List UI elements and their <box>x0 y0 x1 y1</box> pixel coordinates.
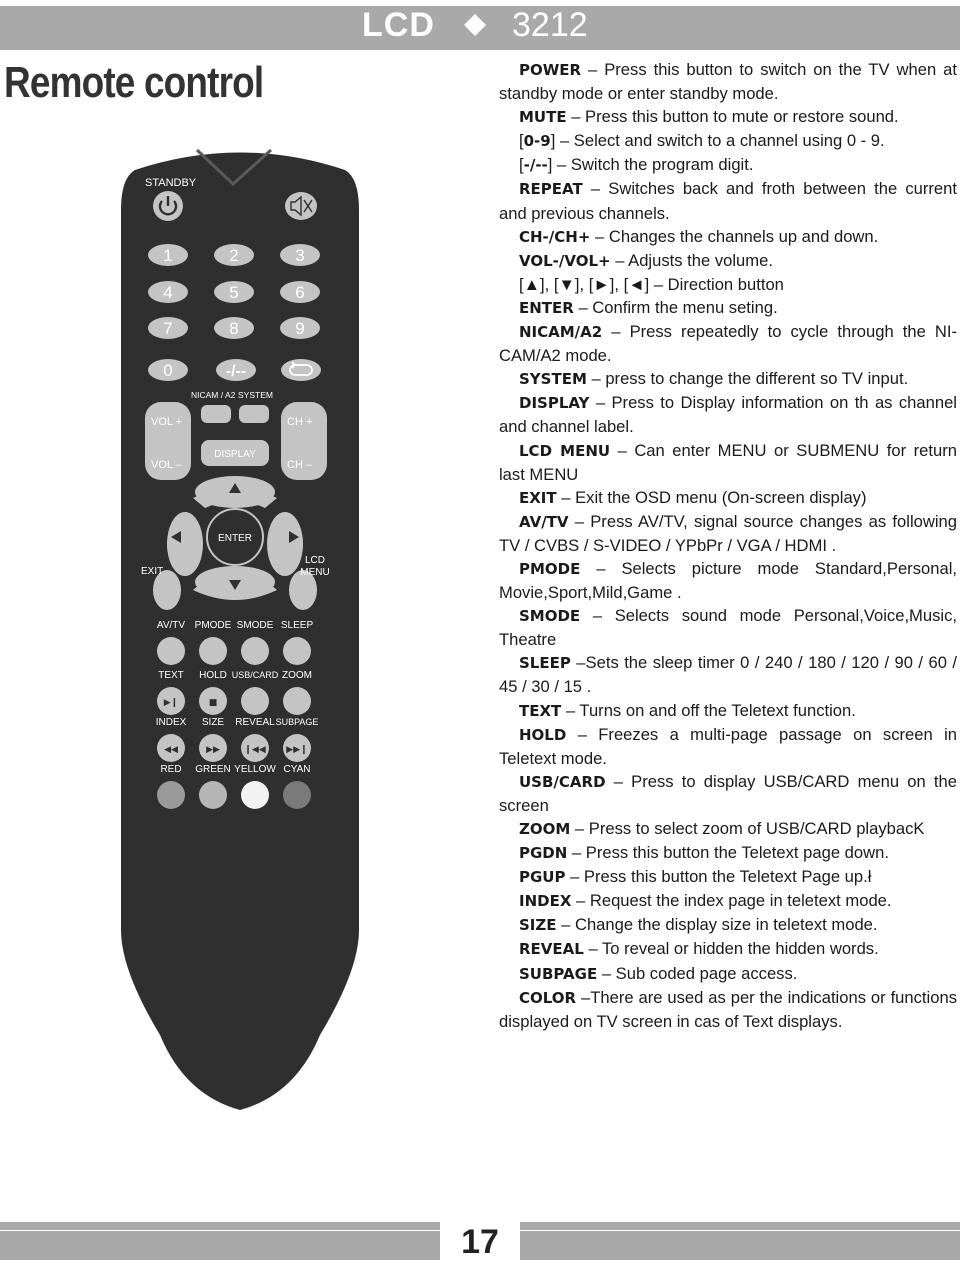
description-item <box>499 105 957 129</box>
header-model: 3212 <box>512 6 588 44</box>
description-item <box>499 367 957 391</box>
description-item <box>499 604 957 651</box>
description-item <box>499 439 957 486</box>
description-text: – Change the display size in teletext mode. <box>556 915 878 935</box>
page-number: 17 <box>440 1222 520 1262</box>
dash-label: -/-- <box>225 363 247 380</box>
description-item <box>499 986 957 1033</box>
description-text: [▲], [▼], [►], [◄] – Direction button <box>519 274 784 294</box>
description-list <box>499 58 957 1033</box>
vol-minus-label: VOL – <box>151 459 182 471</box>
digit-3-label: 3 <box>295 246 305 265</box>
green-button <box>199 781 227 809</box>
av-tv-label: AV/TV <box>156 620 186 631</box>
description-text: – Freezes a multi-page passage on screen in Teletext mode. <box>499 724 957 768</box>
cyan-button <box>283 781 311 809</box>
smode-label: SMODE <box>236 620 274 631</box>
description-text: – Press this button the Teletext Page up.ł <box>565 867 872 887</box>
description-key: INDEX <box>519 892 572 911</box>
description-item <box>499 817 957 841</box>
description-text: – Changes the channels up and down. <box>590 226 879 246</box>
description-item: [-/--] – Switch the program digit. <box>519 155 754 175</box>
page-title: Remote control <box>4 58 264 107</box>
display-label: DISPLAY <box>214 449 256 460</box>
description-key: SMODE <box>519 607 581 626</box>
description-item <box>499 296 957 320</box>
description-item <box>499 913 957 937</box>
red-button <box>157 781 185 809</box>
yellow-label: YELLOW <box>234 764 276 775</box>
sleep-label: SLEEP <box>280 620 314 631</box>
index-icon: ◀◀ <box>164 745 178 755</box>
description-key: SLEEP <box>519 654 571 673</box>
description-text: ] – Switch the program digit. <box>547 155 754 175</box>
description-text: – Press this button the Teletext page down. <box>567 843 889 863</box>
description-text: – Press to select zoom of USB/CARD playbacK <box>570 819 925 838</box>
enter-label: ENTER <box>218 533 252 544</box>
reveal-icon: ❙◀◀ <box>244 745 266 755</box>
text-icon: ▶❙ <box>163 698 179 708</box>
nicam-label: NICAM / A2 <box>191 390 236 400</box>
description-text: ] – Select and switch to a channel using 0 - 9. <box>550 131 885 151</box>
description-key: PMODE <box>519 559 581 578</box>
repeat-button <box>281 359 321 381</box>
description-item <box>499 770 957 817</box>
usb-card-label: USB/CARD <box>231 670 279 680</box>
menu-label: MENU <box>300 567 330 578</box>
description-text: – Can enter MENU or SUBMENU for return last MENU <box>499 440 957 484</box>
description-key: MUTE <box>519 108 567 127</box>
description-text: –There are used as per the indications or functions displayed on TV screen in cas of Text displays. <box>499 987 957 1031</box>
description-key: DISPLAY <box>519 394 590 413</box>
sleep-button <box>283 637 311 665</box>
description-text: – Confirm the menu seting. <box>573 297 778 317</box>
description-item <box>499 58 957 105</box>
description-item <box>499 273 957 296</box>
digit-7-label: 7 <box>163 319 173 338</box>
description-item <box>499 249 957 273</box>
description-text: – Selects sound mode Personal,Voice,Music, Theatre <box>499 606 957 650</box>
size-icon: ▶▶ <box>206 745 220 755</box>
system-button <box>239 405 269 423</box>
description-item <box>499 177 957 224</box>
lcd-label: LCD <box>304 555 326 566</box>
remote-control-illustration <box>105 100 375 1180</box>
description-text: – Turns on and off the Teletext function. <box>561 700 856 720</box>
reveal-label: REVEAL <box>235 717 275 728</box>
description-item <box>499 651 957 698</box>
description-item <box>499 510 957 557</box>
description-item <box>499 699 957 723</box>
description-key: ENTER <box>519 298 574 317</box>
description-key: 0-9 <box>523 132 551 151</box>
description-key: TEXT <box>519 701 562 720</box>
exit-label: EXIT <box>141 566 164 577</box>
description-item <box>499 962 957 986</box>
description-key: PGUP <box>519 868 566 887</box>
description-text: – Sub coded page access. <box>597 963 798 983</box>
vol-plus-label: VOL + <box>151 416 183 428</box>
digit-6-label: 6 <box>295 283 305 302</box>
description-item <box>499 865 957 889</box>
ch-plus-label: CH + <box>287 416 313 428</box>
description-key: SUBPAGE <box>519 964 598 983</box>
description-text: – Press to display USB/CARD menu on the screen <box>499 771 957 815</box>
description-item <box>499 841 957 865</box>
digit-5-label: 5 <box>229 283 239 302</box>
index-label: INDEX <box>155 717 187 728</box>
pmode-button <box>199 637 227 665</box>
description-text: – Press this button to mute or restore sound. <box>566 107 899 127</box>
smode-button <box>241 637 269 665</box>
description-text: – Press to Display information on th as channel and channel label. <box>499 393 957 437</box>
description-item <box>499 889 957 913</box>
digit-9-label: 9 <box>295 319 305 338</box>
description-key: VOL-/VOL+ <box>519 251 611 270</box>
dpad-right-pad <box>267 512 303 576</box>
description-text: – To reveal or hidden the hidden words. <box>583 939 879 959</box>
pmode-label: PMODE <box>194 620 232 631</box>
standby-label: STANDBY <box>145 177 197 189</box>
diamond-icon <box>464 14 486 36</box>
description-item <box>499 937 957 961</box>
header-brand: LCD <box>362 6 435 44</box>
description-text: – Press this button to switch on the TV when at standby mode or enter standby mode. <box>499 60 957 104</box>
subpage-icon: ▶▶❙ <box>286 745 308 755</box>
usb-card-button <box>241 687 269 715</box>
description-key: SIZE <box>519 916 557 935</box>
description-key: AV/TV <box>519 512 569 531</box>
digit-2-label: 2 <box>229 246 239 265</box>
description-key: LCD MENU <box>519 441 611 460</box>
description-text: – Adjusts the volume. <box>610 250 773 270</box>
description-text: – Selects picture mode Standard,Personal, Movie,Sport,Mild,Game . <box>499 558 957 603</box>
description-text: – press to change the different so TV input. <box>586 369 909 389</box>
text-label: TEXT <box>158 670 184 681</box>
digit-4-label: 4 <box>163 283 173 302</box>
system-label: SYSTEM <box>238 390 273 400</box>
hold-label: HOLD <box>199 670 227 681</box>
yellow-button <box>241 781 269 809</box>
description-key: USB/CARD <box>519 772 606 791</box>
av-tv-button <box>157 637 185 665</box>
description-item <box>499 225 957 249</box>
description-key: ZOOM <box>519 820 571 838</box>
ch-minus-label: CH – <box>287 459 313 471</box>
description-key: REVEAL <box>519 940 584 959</box>
green-label: GREEN <box>195 764 231 775</box>
description-text: – Press repeatedly to cycle through the NI-CAM/A2 mode. <box>499 322 957 366</box>
nicam-button <box>201 405 231 423</box>
description-item <box>499 723 957 770</box>
description-item <box>499 486 957 510</box>
description-key: SYSTEM <box>519 370 587 389</box>
description-key: CH-/CH+ <box>519 227 591 246</box>
description-key: POWER <box>519 61 582 79</box>
description-text: –Sets the sleep timer 0 / 240 / 180 / 120 / 90 / 60 / 45 / 30 / 15 . <box>499 653 957 697</box>
zoom-label: ZOOM <box>282 670 312 681</box>
subpage-label: SUBPAGE <box>275 717 319 727</box>
description-key: COLOR <box>519 988 577 1007</box>
description-text: – Request the index page in teletext mode. <box>571 891 892 911</box>
description-item <box>499 320 957 367</box>
description-text: – Exit the OSD menu (On-screen display) <box>556 487 867 507</box>
hold-icon: ■ <box>208 698 218 708</box>
size-label: SIZE <box>201 717 225 728</box>
description-item <box>499 557 957 604</box>
description-key: PGDN <box>519 844 568 863</box>
cyan-label: CYAN <box>283 764 311 775</box>
zoom-button <box>283 687 311 715</box>
description-key: NICAM/A2 <box>519 323 603 342</box>
description-item: [0-9] – Select and switch to a channel using 0 - 9. <box>519 131 885 151</box>
digit-0-label: 0 <box>163 361 173 380</box>
description-key: REPEAT <box>519 180 583 199</box>
red-label: RED <box>160 764 182 775</box>
digit-1-label: 1 <box>163 246 173 265</box>
description-item <box>499 391 957 438</box>
description-text: – Switches back and froth between the current and previous channels. <box>499 179 957 223</box>
description-key: HOLD <box>519 725 567 744</box>
digit-8-label: 8 <box>229 319 239 338</box>
description-key: -/-- <box>523 156 548 175</box>
description-text: – Press AV/TV, signal source changes as following TV / CVBS / S-VIDEO / YPbPr / VGA / HDMI . <box>499 511 957 555</box>
dpad-left-pad <box>167 512 203 576</box>
description-key: EXIT <box>519 488 557 507</box>
